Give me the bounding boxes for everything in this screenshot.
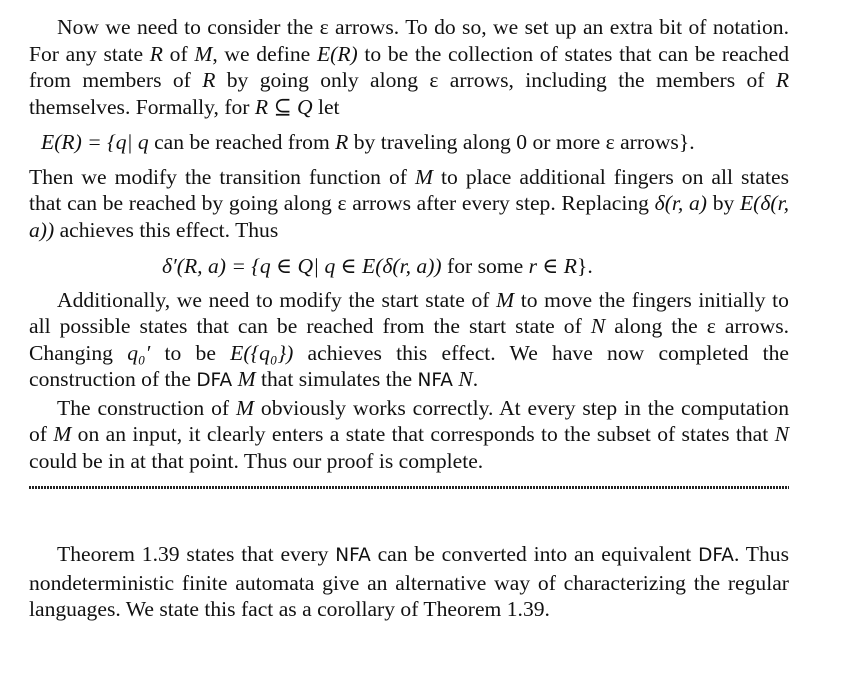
paragraph-start-state: Additionally, we need to modify the start state of M to move the fingers initially to all possible states that can be reached from the start state of N along the ε arrows. Changing q₀′ to be E({q₀}) achieves this effect. We have now completed the construction of the DFA M that simulates the NFA N. [29,287,790,391]
equation-epsilon-closure: E(R) = {q| q can be reached from R by traveling along 0 or more ε arrows}. [41,130,695,154]
paragraph-correctness: The construction of M obviously works correctly. At every step in the computation of M on an input, it clearly enters a state that corresponds to the subset of states that N could be in at that point. Thus our proof is complete. [29,395,790,473]
section-divider [29,486,789,489]
equation-new-transition: δ′(R, a) = {q ∈ Q| q ∈ E(δ(r, a)) for some r ∈ R}. [162,254,593,278]
document-page [29,14,789,623]
paragraph-transition-function: Then we modify the transition function of M to place additional fingers on all states that can be reached by going along ε arrows after every step. Replacing δ(r, a) by E(δ(r, a)) achieves this effect. Thus [29,164,790,242]
paragraph-epsilon-closure: Now we need to consider the ε arrows. To do so, we set up an extra bit of notation. For any state R of M, we define E(R) to be the collection of states that can be reached from members of R by going only along ε arrows, including the members of R themselves. Formally, for R ⊆ Q let [29,15,790,119]
paragraph-corollary-intro: Theorem 1.39 states that every NFA can be converted into an equivalent DFA. Thus nondeterministic finite automata give an alternative way of characterizing the regular languages. We state this fact as a corollary of Theorem 1.39. [29,542,789,621]
